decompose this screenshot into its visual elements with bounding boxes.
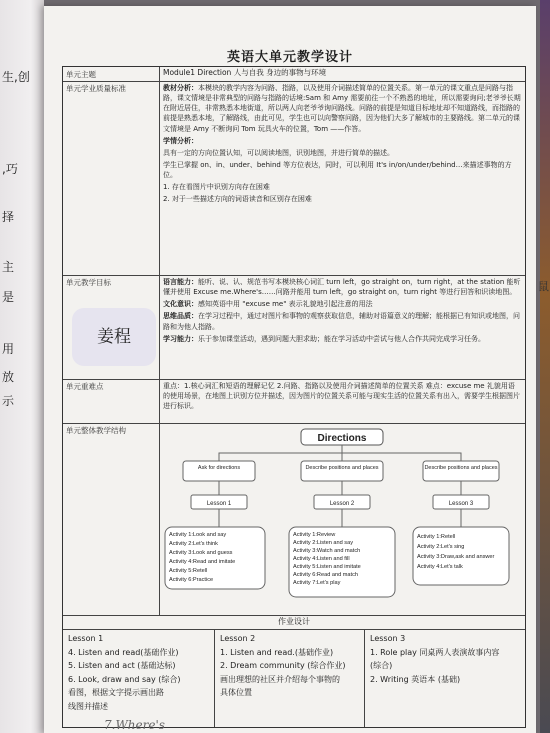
label-unit-theme: 单元主题 (63, 67, 160, 81)
learning-line: 具有一定的方向位置认知，可以阅读地图，识别地图，并进行简单的描述。 (163, 148, 394, 157)
homework-item: 2. Dream community (综合作业) (220, 661, 346, 671)
structure-diagram (161, 423, 523, 613)
homework-lesson-3 (365, 629, 525, 727)
row-unit-theme (63, 67, 525, 82)
homework-item: 6. Look, draw and say (综合) (68, 674, 181, 684)
name-stamp: 姜程 (72, 308, 156, 366)
handwriting-fragment: 7.Where's (104, 718, 165, 732)
homework-lesson-1 (63, 629, 215, 727)
root-label: Directions (317, 433, 367, 444)
unit-theme-value: Module1 Direction 人与自我 身边的事物与环境 (163, 68, 327, 77)
margin-text: 是 (2, 290, 15, 304)
activity: Activity 3:Draw,ask and answer (417, 554, 495, 560)
learning-line: 学生已掌握 on、in、under、behind 等方位表达，同时，可以利用 It's in/on/under/behind…来描述事物的方位。 (163, 160, 512, 180)
activity: Activity 2:Listen and say (293, 540, 354, 546)
label-structure: 单元整体教学结构 (63, 423, 160, 615)
goals-content (163, 277, 521, 346)
homework-item: 具体位置 (220, 688, 252, 698)
background-strip (540, 0, 550, 733)
goal-heading: 语言能力： (163, 278, 198, 286)
row-key-points (63, 379, 525, 424)
activity: Activity 3:Look and guess (169, 550, 233, 556)
lesson-title: Lesson 3 (370, 634, 406, 643)
label-quality-standard: 单元学业质量标准 (63, 81, 160, 275)
branch-2 (289, 461, 395, 597)
branch-1 (165, 461, 265, 589)
margin-text: 示 (2, 394, 15, 408)
lesson-title: Lesson 2 (220, 634, 256, 643)
side-mark: 鼠 (538, 280, 549, 293)
label-goals: 单元教学目标 (63, 275, 160, 379)
goal-text: 能听、说、认、规范书写本模块核心词汇 turn left，go straight on，turn right，at the station 能听懂并使用 Excuse me.Where's……问路并能用 turn left，go straight on，turn right 等进行回答和识读地图。 (163, 278, 521, 297)
margin-text: 用 (2, 342, 15, 356)
goal-text: 乐于参加课堂活动，遇到问题大胆求助；能在学习活动中尝试与他人合作共同完成学习任务。 (198, 334, 485, 343)
row-quality (63, 81, 525, 276)
goal-text: 在学习过程中，通过对图片和事物的观察获取信息，辅助对语篇意义的理解；能根据已有知识或地图，问路和为他人指路。 (163, 312, 520, 331)
homework-item: 1. Role play 同桌两人表演故事内容 (370, 647, 500, 657)
lesson-title: Lesson 1 (68, 634, 104, 643)
difficulty-point: 1. 存在看图片中识别方向存在困难 (163, 183, 270, 192)
activity: Activity 4:Listen and fill (293, 556, 350, 562)
activity: Activity 1:Look and say (169, 532, 227, 538)
branch-title: Describe positions and places (424, 465, 498, 471)
homework-item: 1. Listen and read.(基础作业) (220, 647, 334, 657)
document-page (44, 6, 536, 733)
activity: Activity 5:Retell (169, 568, 208, 574)
activity: Activity 1:Review (293, 532, 336, 538)
analysis-heading: 教材分析： (163, 84, 198, 92)
learning-heading: 学情分析： (163, 136, 198, 145)
key-points-text: 重点：1.核心词汇和短语的理解记忆 2.问路、指路以及使用介词描述简单的位置关系 难点：excuse me 礼貌用语的使用场景，在地图上识别方位并描述，因为图片的位置关系可能与现实生活的位置关系有出入，需要学生根据图片进行标识。 (163, 382, 520, 411)
left-page-edge (0, 0, 44, 733)
goal-heading: 文化意识： (163, 300, 198, 309)
activity: Activity 4:Read and imitate (169, 559, 236, 565)
homework-item: 画出理想的社区并介绍每个事物的 (220, 674, 340, 684)
activity: Activity 7:Let's play (293, 580, 341, 586)
margin-text: ,巧 (2, 162, 18, 176)
lesson-box-label: Lesson 3 (448, 501, 474, 507)
row-homework-header (63, 615, 525, 630)
activity: Activity 5:Listen and imitate (293, 564, 361, 570)
goal-heading: 学习能力： (163, 334, 198, 343)
homework-item: 2. Writing 英语本 (基础) (370, 674, 461, 684)
homework-header: 作业设计 (278, 617, 310, 626)
margin-text: 生,创 (2, 70, 30, 84)
activity: Activity 6:Read and match (293, 572, 358, 578)
difficulty-point: 2. 对于一些描述方向的词语读音和区别存在困难 (163, 195, 312, 204)
connector-lines (219, 445, 461, 527)
homework-lesson-2 (215, 629, 365, 727)
branch-title: Ask for directions (197, 465, 241, 471)
activity: Activity 1:Retell (417, 534, 456, 540)
lesson-box-label: Lesson 2 (329, 501, 355, 507)
margin-text: 主 (2, 260, 15, 274)
analysis-text: 本模块的教学内容为问路、指路，以及使用介词描述简单的位置关系。第一单元的课文重点是问路与指路，课文情境是非常典型的问路与指路的话境:Sam 和 Amy 需要前往一个不熟悉的地址，所以需要询问;老爷爷长期在附近居住，非常熟悉本地街道，所以两人向老爷爷询问路线。问路的前提是知道目标地址却不知道路线，而指路的前提是熟悉本地，了解路线，由此可见，学生也可以向警察问路，因为他们大多了解城市的主要路线。第二单元的课文情境是 Amy 不断询问 Tom 玩具火车的位置，Tom ——作答。 (163, 84, 521, 133)
goal-text: 感知英语中用 "excuse me" 表示礼貌地引起注意的用法 (198, 300, 373, 309)
activity: Activity 2:Let's sing (417, 544, 465, 550)
margin-text: 择 (2, 210, 15, 224)
homework-item: 线图并描述 (68, 701, 108, 711)
label-key-points: 单元重难点 (63, 379, 160, 423)
homework-item: 4. Listen and read(基础作业) (68, 647, 179, 657)
homework-item: (综合) (370, 661, 393, 671)
goal-heading: 思维品质： (163, 312, 198, 321)
row-homework (63, 629, 525, 727)
homework-item: 看图，根据文字提示画出路 (68, 688, 164, 698)
row-structure (63, 423, 525, 616)
homework-item: 5. Listen and act (基础达标) (68, 661, 176, 671)
branch-title: Describe positions and places (305, 465, 379, 471)
activity: Activity 2:Let's think (169, 541, 218, 547)
quality-content (163, 83, 521, 207)
activity: Activity 3:Watch and match (293, 548, 361, 554)
lesson-box-label: Lesson 1 (206, 501, 232, 507)
activity: Activity 6:Practice (169, 577, 214, 583)
design-table (62, 66, 526, 728)
activity: Activity 4:Let's talk (417, 564, 463, 570)
margin-text: 放 (2, 370, 15, 384)
page-title: 英语大单元教学设计 (226, 50, 353, 65)
